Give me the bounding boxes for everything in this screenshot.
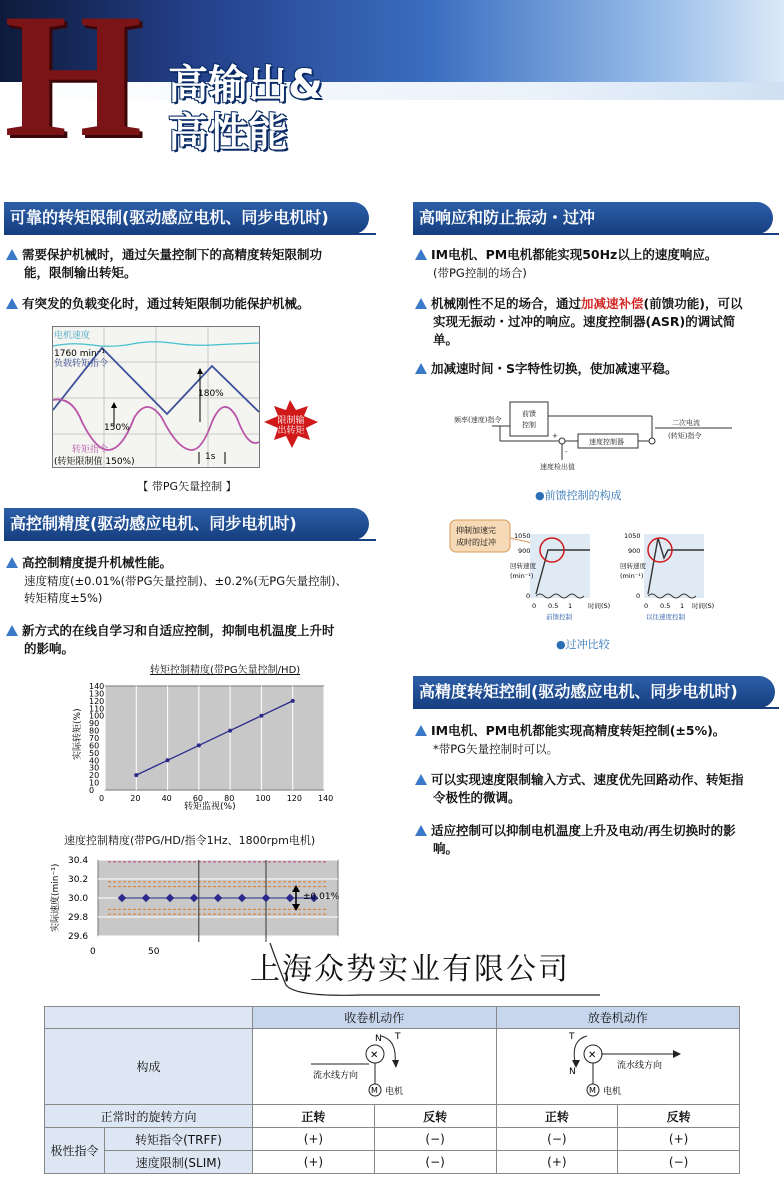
- bullet: [415, 360, 783, 378]
- data-point: [166, 758, 170, 762]
- y-tick-label: 50: [89, 748, 100, 758]
- winding-config-cell: [253, 1029, 496, 1105]
- diag-feedback: 速度检出值: [540, 463, 575, 471]
- ylabel: 回转速度: [510, 562, 536, 570]
- x-icon: ✕: [587, 1050, 597, 1061]
- x-tick-label: 60: [192, 794, 204, 803]
- bullet-text: 高控制精度提升机械性能。: [22, 555, 173, 570]
- y-tick-label: 30.0: [68, 894, 89, 904]
- diag-minus: -: [565, 448, 568, 456]
- page-title-line1: 高输出&: [168, 62, 323, 108]
- unwinding-diagram: [533, 1030, 703, 1100]
- triangle-bullet-icon: [6, 625, 18, 636]
- bullet-text: 机械刚性不足的场合，通过: [431, 296, 582, 311]
- cell-sign: (−): [374, 1128, 496, 1151]
- bullet-text: 有突发的负载变化时，通过转矩限制功能保护机械。: [22, 296, 310, 311]
- bullet: [6, 295, 386, 313]
- n-label: N: [568, 1067, 576, 1077]
- chart1-title: 转矩控制精度(带PG矢量控制/HD): [150, 665, 301, 676]
- ytick: 900: [518, 547, 531, 555]
- n-label: N: [375, 1034, 383, 1044]
- x-tick-label: 140: [318, 794, 334, 803]
- y-tick-label: 100: [89, 711, 105, 721]
- cell-sign: (−): [618, 1151, 740, 1174]
- osc-label-limit: (转矩限制值 150%): [54, 457, 135, 467]
- row-header-polarity: 极性指令: [45, 1128, 105, 1174]
- motor-label: 电机: [385, 1087, 404, 1097]
- x-tick-label: 100: [255, 794, 271, 803]
- bullet: [415, 822, 783, 858]
- bullet-text: 响。: [433, 841, 459, 856]
- bullet: [415, 722, 783, 740]
- bullet-text: 令极性的微调。: [433, 790, 521, 805]
- y-tick-label: 80: [89, 726, 100, 736]
- line-direction-label: 流水线方向: [616, 1061, 662, 1071]
- bullet-text: 适应控制可以抑制电机温度上升及电动/再生切换时的影: [431, 823, 736, 838]
- bullet-text: 能，限制输出转矩。: [24, 265, 137, 280]
- chart2-annotation: ±0.01%: [303, 892, 340, 902]
- section-header-torque-control: 高精度转矩控制(驱动感应电机、同步电机时): [413, 676, 775, 708]
- cell-sign: (−): [496, 1128, 618, 1151]
- osc-label-rpm: 1760 min⁻¹: [54, 349, 106, 359]
- plot-ff: [530, 534, 590, 598]
- y-tick-label: 70: [89, 734, 100, 743]
- x-tick-label: 40: [161, 794, 172, 803]
- triangle-bullet-icon: [415, 774, 427, 785]
- ytick: 1050: [514, 532, 531, 540]
- x-tick-label: 0: [99, 794, 105, 803]
- ytick: 0: [526, 592, 531, 600]
- xlabel: 时间(S): [588, 602, 611, 610]
- ytick: 0: [636, 592, 641, 600]
- section-header-control-accuracy: 高控制精度(驱动感应电机、同步电机时): [4, 508, 369, 540]
- diag-plus: +: [552, 432, 558, 440]
- y-tick-label: 30: [89, 763, 100, 773]
- chart2-title: 速度控制精度(带PG/HD/指令1Hz、1800rpm电机): [64, 834, 316, 847]
- triangle-bullet-icon: [6, 557, 18, 568]
- bullet: [415, 295, 783, 349]
- note-text: (带PG控制的场合): [433, 266, 527, 280]
- yunit: (min⁻¹): [510, 572, 534, 580]
- cell-reverse: 反转: [618, 1105, 740, 1128]
- x-tick-label: 20: [130, 794, 141, 803]
- section-rule: [413, 707, 779, 709]
- section-rule: [413, 233, 779, 235]
- note-line: 转矩精度±5%): [24, 591, 103, 605]
- section-rule: [4, 539, 376, 541]
- overshoot-caption: ●过冲比较: [556, 638, 610, 651]
- xtick: 0: [532, 602, 537, 610]
- x-icon: ✕: [370, 1050, 379, 1061]
- bullet: [6, 622, 391, 658]
- unwinding-config-cell: [496, 1029, 739, 1105]
- y-tick-label: 140: [89, 682, 105, 691]
- y-tick-label: 29.6: [68, 932, 89, 942]
- x-tick-label: 120: [286, 794, 302, 803]
- y-tick-label: 30.2: [68, 875, 89, 885]
- bullet: [415, 771, 783, 807]
- osc-label-180: 180%: [198, 389, 224, 399]
- company-name: 上海众势实业有限公司: [250, 952, 570, 987]
- triangle-bullet-icon: [415, 298, 427, 309]
- xlabel: 时间(S): [692, 602, 715, 610]
- bullet-text: 的影响。: [24, 641, 75, 656]
- ytick: 900: [628, 547, 641, 555]
- col-header-unwinding: 放卷机动作: [496, 1007, 739, 1029]
- triangle-bullet-icon: [415, 249, 427, 260]
- data-point: [291, 699, 295, 703]
- plot-label-conventional: 以往速度控制: [646, 613, 685, 621]
- diag-freq-label: 频率(速度)指令: [454, 416, 502, 424]
- bullet-text: 新方式的在线自学习和自适应控制，抑制电机温度上升时: [22, 623, 335, 638]
- feedforward-diagram: [452, 398, 742, 480]
- torque-accuracy-chart: [64, 678, 344, 813]
- osc-label-torque: 转矩指令: [72, 445, 109, 455]
- y-tick-label: 30.4: [68, 856, 89, 866]
- triangle-bullet-icon: [415, 363, 427, 374]
- cell-sign: (+): [618, 1128, 740, 1151]
- note-text: [24, 573, 394, 607]
- xtick: 1: [680, 602, 685, 610]
- diag-ff-1: 前馈: [522, 410, 536, 418]
- cell-reverse: 反转: [374, 1105, 496, 1128]
- chart1-ylabel: 实际转矩(%): [73, 708, 83, 760]
- cell-forward: 正转: [253, 1105, 375, 1128]
- y-tick-label: 90: [89, 719, 100, 729]
- osc-label-load: 负载转矩指令: [54, 359, 109, 369]
- table-corner: [45, 1007, 253, 1029]
- y-tick-label: 10: [89, 778, 100, 788]
- data-point: [228, 729, 232, 733]
- diag-out-2: (转矩)指令: [668, 432, 702, 440]
- motor-m-icon: M: [588, 1086, 596, 1095]
- note-line: 速度精度(±0.01%(带PG矢量控制)、±0.2%(无PG矢量控制)、: [24, 574, 348, 588]
- row-header-trff: 转矩指令(TRFF): [105, 1128, 253, 1151]
- triangle-bullet-icon: [6, 298, 18, 309]
- figure-caption: 【 带PG矢量控制 】: [137, 480, 237, 493]
- motor-label: 电机: [602, 1087, 621, 1097]
- callout-1: 抑制加速完: [456, 526, 496, 535]
- cell-sign: (+): [253, 1128, 375, 1151]
- section-rule: [4, 233, 376, 235]
- bullet: [415, 246, 783, 264]
- triangle-bullet-icon: [415, 825, 427, 836]
- diagram-caption: ●前馈控制的构成: [535, 489, 622, 502]
- xtick: 1: [568, 602, 573, 610]
- y-tick-label: 0: [89, 786, 95, 795]
- x-tick-label: 50: [148, 947, 160, 957]
- page-title-line2: 高性能: [168, 110, 288, 156]
- motor-m-icon: M: [371, 1086, 379, 1095]
- data-point: [197, 743, 201, 747]
- y-tick-label: 120: [89, 696, 105, 706]
- y-tick-label: 110: [89, 704, 105, 714]
- bullet-text: (前馈功能)，可以: [643, 296, 743, 311]
- xtick: 0: [644, 602, 649, 610]
- bullet-text: 需要保护机械时，通过矢量控制下的高精度转矩限制功: [22, 247, 323, 262]
- xtick: 0.5: [548, 602, 559, 610]
- y-tick-label: 40: [89, 756, 100, 766]
- row-header-config: 构成: [45, 1029, 253, 1105]
- callout-2: 成时的过冲: [456, 538, 496, 547]
- cell-sign: (+): [253, 1151, 375, 1174]
- diag-out-1: 二次电流: [672, 419, 700, 427]
- row-header-direction: 正常时的旋转方向: [45, 1105, 253, 1128]
- bullet-text: 加减速时间・S字特性切换，使加减速平稳。: [431, 361, 678, 376]
- chart1-xlabel: 转矩监视(%): [184, 802, 236, 812]
- x-tick-label: 0: [90, 947, 96, 957]
- cell-sign: (+): [496, 1151, 618, 1174]
- y-tick-label: 130: [89, 689, 105, 699]
- bullet-text: 单。: [433, 332, 459, 347]
- x-tick-label: 80: [224, 794, 235, 803]
- bullet-text: IM电机、PM电机都能实现高精度转矩控制(±5%)。: [431, 723, 726, 738]
- yunit: (min⁻¹): [620, 572, 644, 580]
- section-letter: H: [4, 0, 143, 174]
- bullet-text: IM电机、PM电机都能实现50Hz以上的速度响应。: [431, 247, 718, 262]
- data-point: [134, 773, 138, 777]
- t-label: T: [568, 1032, 575, 1042]
- y-tick-label: 20: [89, 771, 100, 781]
- feedforward-block: [510, 402, 548, 436]
- chart2-ylabel: 实际速度(min⁻¹): [51, 863, 61, 932]
- burst-text-2: 出转矩: [277, 426, 305, 436]
- triangle-bullet-icon: [6, 249, 18, 260]
- osc-label-1s: 1s: [205, 452, 216, 462]
- ytick: 1050: [624, 532, 641, 540]
- operation-table: [44, 1006, 740, 1174]
- col-header-winding: 收卷机动作: [253, 1007, 496, 1029]
- row-header-slim: 速度限制(SLIM): [105, 1151, 253, 1174]
- xtick: 0.5: [660, 602, 671, 610]
- data-point: [259, 714, 263, 718]
- bullet-text: 实现无振动・过冲的响应。速度控制器(ASR)的调试简: [433, 314, 736, 329]
- triangle-bullet-icon: [415, 725, 427, 736]
- section-header-response: 高响应和防止振动・过冲: [413, 202, 773, 234]
- winding-diagram: [289, 1030, 459, 1100]
- line-direction-label: 流水线方向: [313, 1071, 359, 1081]
- bullet: [6, 554, 386, 572]
- osc-label-speed: 电机速度: [54, 331, 91, 341]
- ylabel: 回转速度: [620, 562, 646, 570]
- torque-limit-waveform: [52, 326, 330, 472]
- overshoot-comparison: [448, 516, 728, 628]
- y-tick-label: 29.8: [68, 913, 89, 923]
- diag-ff-2: 控制: [522, 421, 536, 429]
- diag-asr: 速度控制器: [589, 438, 624, 446]
- osc-label-150: 150%: [104, 423, 130, 433]
- plot-label-ff: 前馈控制: [546, 613, 572, 621]
- note-text: *带PG矢量控制时可以。: [433, 742, 559, 756]
- bullet-text: 可以实现速度限制输入方式、速度优先回路动作、转矩指: [431, 772, 744, 787]
- section-header-torque-limit: 可靠的转矩限制(驱动感应电机、同步电机时): [4, 202, 369, 234]
- bullet: [6, 246, 386, 282]
- y-tick-label: 60: [89, 741, 100, 751]
- burst-text-1: 限制输: [277, 416, 305, 426]
- cell-sign: (−): [374, 1151, 496, 1174]
- t-label: T: [395, 1032, 401, 1042]
- highlight-text: 加减速补偿: [581, 296, 644, 311]
- cell-forward: 正转: [496, 1105, 618, 1128]
- callout-box: [450, 520, 510, 552]
